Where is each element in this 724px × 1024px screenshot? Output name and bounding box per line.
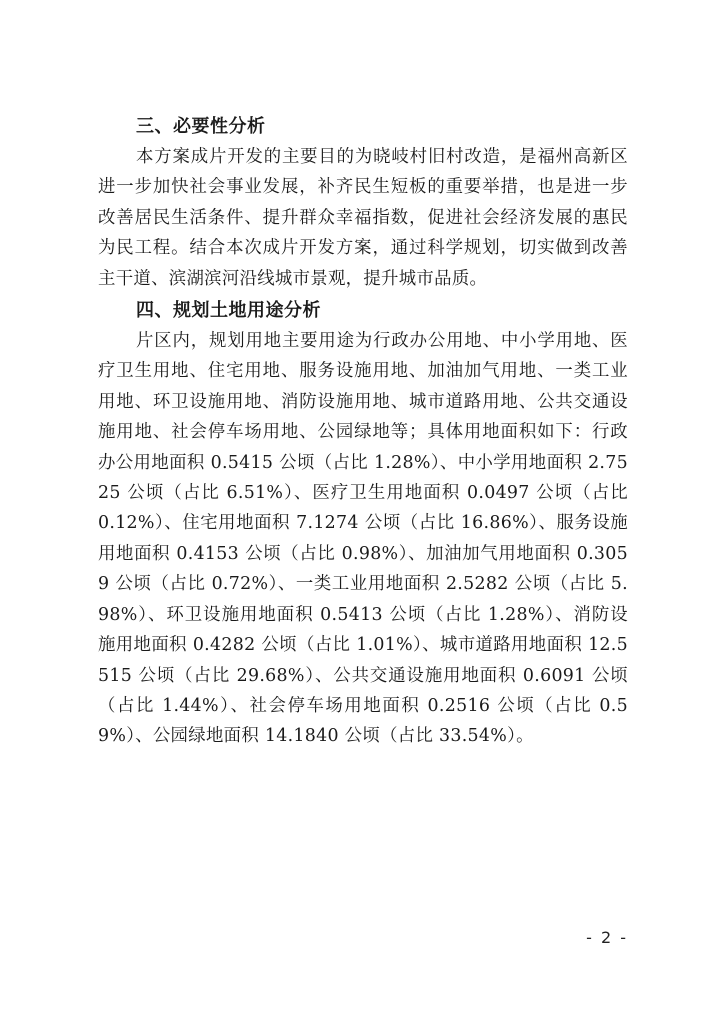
land-use-analysis-paragraph: 片区内，规划用地主要用途为行政办公用地、中小学用地、医疗卫生用地、住宅用地、服务设施用地、加油加气用地、一类工业用地、环卫设施用地、消防设施用地、城市道路用地、公共交通设施用地、社会停车场用地、公园绿地等；具体用地面积如下：行政办公用地面积 0.5415 公顷（占比 1.28%）、中小学用地面积 2.7525 公顷（占比 6.51%）、医疗卫生用地面积 0.0497 公顷（占比 0.12%）、住宅用地面积 7.1274 公顷（占比 16.86%）、服务设施用地面积 0.4153 公顷（占比 0.98%）、加油加气用地面积 0.3059 公顷（占比 0.72%）、一类工业用地面积 2.5282 公顷（占比 5.98%）、环卫设施用地面积 0.5413 公顷（占比 1.28%）、消防设施用地面积 0.4282 公顷（占比 1.01%）、城市道路用地面积 12.5515 公顷（占比 29.68%）、公共交通设施用地面积 0.6091 公顷（占比 1.44%）、社会停车场用地面积 0.2516 公顷（占比 0.59%）、公园绿地面积 14.1840 公顷（占比 33.54%）。 (98, 331, 628, 747)
section-heading-land-use-analysis: 四、规划土地用途分析 (136, 300, 321, 322)
document-body (98, 112, 628, 752)
page-number: - 2 - (586, 928, 628, 947)
necessity-analysis-paragraph: 本方案成片开发的主要目的为晓岐村旧村改造，是福州高新区进一步加快社会事业发展，补齐民生短板的重要举措，也是进一步改善居民生活条件、提升群众幸福指数，促进社会经济发展的惠民为民工程。结合本次成片开发方案，通过科学规划，切实做到改善主干道、滨湖滨河沿线城市景观，提升城市品质。 (98, 147, 628, 289)
section-heading-necessity-analysis: 三、必要性分析 (136, 116, 266, 137)
